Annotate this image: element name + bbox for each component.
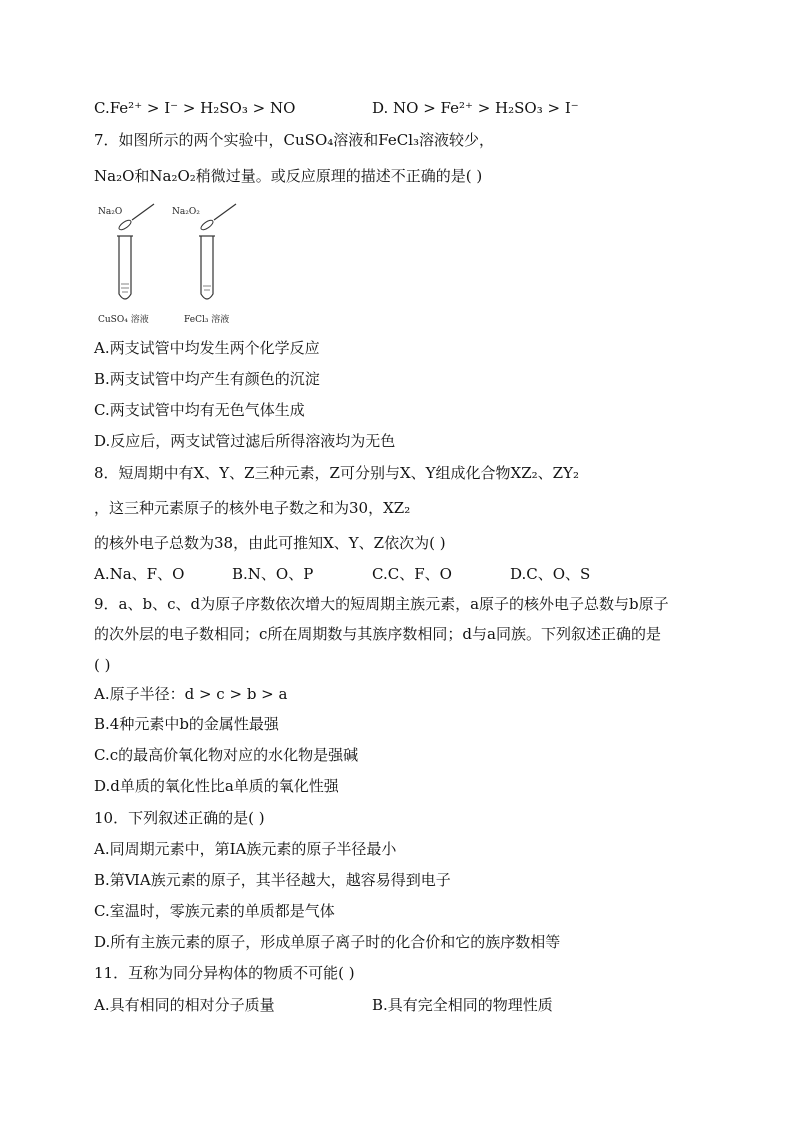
q7-option-a: A.两支试管中均发生两个化学反应 [94,339,320,357]
tube2-solution-label: FeCl₃ 溶液 [184,315,230,325]
q7-option-c: C.两支试管中均有无色气体生成 [94,401,305,419]
q9-option-b: B.4种元素中b的金属性最强 [94,715,279,733]
q10-stem: 10．下列叙述正确的是( ) [94,809,265,827]
q8-options-row [94,564,590,584]
q10-option-c: C.室温时，零族元素的单质都是气体 [94,902,335,920]
q9-option-d: D.d单质的氧化性比a单质的氧化性强 [94,777,339,795]
q7-stem-line1: 7．如图所示的两个实验中，CuSO₄溶液和FeCl₃溶液较少， [94,131,495,149]
tube1-solution-label: CuSO₄ 溶液 [98,315,149,325]
q9-option-c: C.c的最高价氧化物对应的水化物是强碱 [94,746,359,764]
q7-stem-line2: Na₂O和Na₂O₂稍微过量。或反应原理的描述不正确的是( ) [94,167,483,185]
q9-stem-line2: 的次外层的电子数相同；c所在周期数与其族序数相同；d与a同族。下列叙述正确的是 [94,625,661,643]
q7-option-b: B.两支试管中均产生有颜色的沉淀 [94,370,320,388]
test-tube-icon [199,236,215,299]
q9-stem-line1: 9．a、b、c、d为原子序数依次增大的短周期主族元素，a原子的核外电子总数与b原子 [94,595,669,613]
q11-option-a: A.具有相同的相对分子质量 [94,996,275,1014]
q8-stem-line3: 的核外电子总数为38，由此可推知X、Y、Z依次为( ) [94,534,446,552]
q11-option-b: B.具有完全相同的物理性质 [372,996,553,1014]
spatula-icon [214,204,236,220]
q8-stem-line1: 8．短周期中有X、Y、Z三种元素，Z可分别与X、Y组成化合物XZ₂、ZY₂ [94,464,580,482]
q10-option-a: A.同周期元素中，第ⅠA族元素的原子半径最小 [94,840,397,858]
q6-option-c: C.Fe²⁺ > I⁻ > H₂SO₃ > NO [94,99,296,117]
q10-option-d: D.所有主族元素的原子，形成单原子离子时的化合价和它的族序数相等 [94,933,561,951]
q9-stem-line3: ( ) [94,656,111,674]
q8-option-d: D.C、O、S [510,565,591,583]
tube2-reagent-label: Na₂O₂ [172,207,200,217]
q7-option-d: D.反应后，两支试管过滤后所得溶液均为无色 [94,432,396,450]
q6-option-d: D. NO > Fe²⁺ > H₂SO₃ > I⁻ [372,99,579,117]
q10-option-b: B.第ⅥA族元素的原子，其半径越大，越容易得到电子 [94,871,451,889]
q8-stem-line2: ，这三种元素原子的核外电子数之和为30，XZ₂ [94,499,411,517]
q8-option-b: B.N、O、P [232,565,314,583]
q8-option-a: A.Na、F、O [94,565,185,583]
q11-stem: 11．互称为同分异构体的物质不可能( ) [94,964,355,982]
q7-test-tube-figure [94,198,264,328]
spatula-icon [132,204,154,220]
q9-option-a: A.原子半径：d > c > b > a [94,685,288,703]
q8-option-c: C.C、F、O [372,565,452,583]
tube1-reagent-label: Na₂O [98,207,123,217]
test-tube-icon [117,236,133,299]
